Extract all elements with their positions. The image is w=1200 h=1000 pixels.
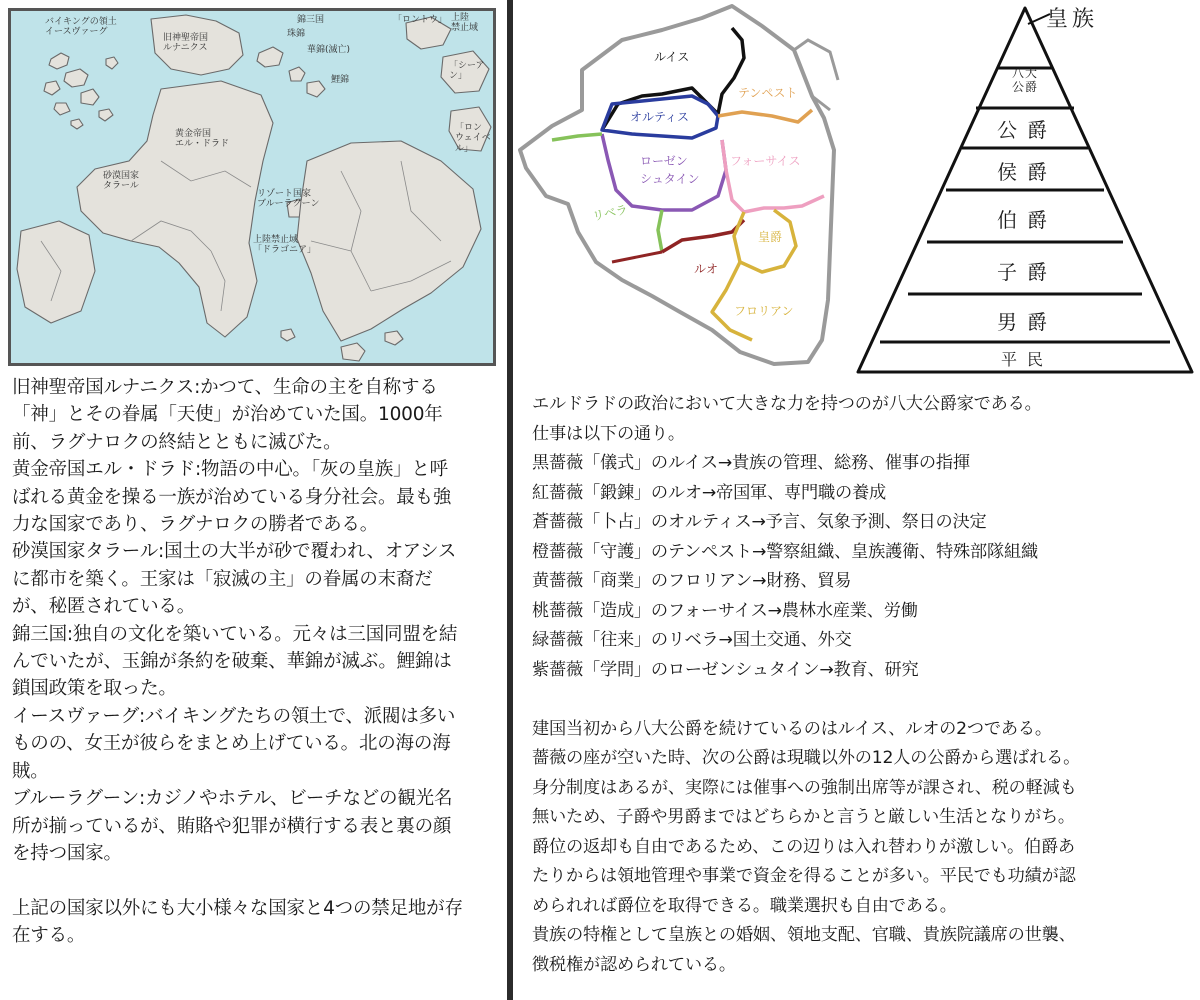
island-nishiki [257, 47, 283, 67]
text-line: 薔薇の座が空いた時、次の公爵は現職以外の12人の公爵から選ばれる。 [532, 748, 1081, 768]
text-line: 在する。 [12, 925, 86, 947]
text-line: エルドラドの政治において大きな力を持つのが八大公爵家である。 [532, 394, 1042, 414]
map-label-dragonia: 上陸禁止域 「ドラゴニア」 [253, 235, 317, 256]
text-line: ブルーラグーン:カジノやホテル、ビーチなどの観光名 [12, 788, 453, 810]
map-label-shean: 「シーアン」 [449, 61, 485, 82]
island [44, 81, 60, 95]
text-line: 蒼薔薇「卜占」のオルティス→予言、気象予測、祭日の決定 [532, 512, 987, 532]
territory-label-imperial: 皇爵 [758, 230, 783, 244]
text-line: 錦三国:独自の文化を築いている。元々は三国同盟を結 [12, 623, 458, 645]
rank-commoner: 平民 [1000, 350, 1053, 369]
territory-label-ortis: オルティス [630, 110, 690, 124]
island [99, 109, 113, 121]
island [49, 53, 69, 69]
text-line: 貴族の特権として皇族との婚姻、領地支配、官職、貴族院議席の世襲、 [532, 925, 1076, 945]
territory-label-forsythe: フォーサイス [730, 154, 801, 168]
text-line: 賊。 [12, 760, 49, 782]
text-line: 上記の国家以外にも大小様々な国家と4つの禁足地が存 [12, 897, 463, 919]
map-label-talar: 砂漠国家 タラール [103, 171, 140, 192]
text-line: 力な国家であり、ラグナロクの勝者である。 [12, 514, 379, 536]
pyramid-top-label: 皇族 [1046, 7, 1099, 32]
text-line: たりからは領地管理や事業で資金を得ることが多い。平民でも功績が認 [532, 866, 1076, 886]
island-west [17, 221, 95, 323]
rank-count: 伯爵 [997, 208, 1057, 232]
text-line: 仕事は以下の通り。 [532, 423, 685, 444]
territory-label-luo: ルオ [694, 262, 719, 276]
map-label-eldorad: 黄金帝国 エル・ドラド [175, 129, 230, 150]
text-line: 爵位の返却も自由であるため、この辺りは入れ替わりが激しい。伯爵あ [532, 836, 1075, 857]
text-line: 前、ラグナロクの終結とともに滅びた。 [12, 431, 342, 453]
text-line: 建国当初から八大公爵を続けているのはルイス、ルオの2つである。 [532, 718, 1052, 739]
island [341, 343, 365, 361]
map-label-tamanishiki: 珠錦 [287, 29, 306, 39]
text-line: 砂漠国家タラール:国土の大半が砂で覆われ、オアシス [12, 541, 457, 563]
border-luo [662, 220, 744, 252]
text-line: に都市を築く。王家は「寂滅の主」の眷属の末裔だ [12, 568, 433, 590]
text-line: 紅薔薇「鍛錬」のルオ→帝国軍、専門職の養成 [532, 482, 886, 503]
map-label-ronweibel: 「ロン ウェイベル」 [455, 123, 491, 154]
map-label-kanishiki: 華錦(滅亡) [307, 45, 351, 55]
text-line: 緑薔薇「往来」のリベラ→国土交通、外交 [532, 630, 852, 650]
text-line: 桃薔薇「造成」のフォーサイス→農林水産業、労働 [532, 600, 918, 621]
map-label-bluelagoon: リゾート国家 ブルーラグーン [257, 189, 320, 210]
territory-label-louis: ルイス [654, 50, 690, 64]
territory-label-florian: フロリアン [734, 304, 794, 318]
text-line: 所が揃っているが、賄賂や犯罪が横行する表と裏の顔 [12, 815, 452, 837]
island-nishiki [289, 67, 305, 81]
text-line: 橙薔薇「守護」のテンペスト→警察組織、皇族護衛、特殊部隊組織 [532, 541, 1038, 562]
map-label-rinishiki: 鯉錦 [331, 75, 350, 85]
text-line: イースヴァーグ:バイキングたちの領土で、派閥は多い [12, 705, 456, 727]
country-descriptions [12, 374, 502, 950]
blank-line [12, 867, 502, 894]
island [71, 119, 83, 129]
text-line: 旧神聖帝国ルナニクス:かつて、生命の主を自称する [12, 377, 438, 398]
island [81, 89, 99, 105]
text-line: を持つ国家。 [12, 842, 122, 864]
rank-duke: 公爵 [997, 118, 1057, 142]
map-label-landing-forbidden: 上陸 禁止域 [451, 13, 479, 34]
rank-eight-dukes: 八大 公爵 [1011, 66, 1038, 95]
island [385, 331, 403, 345]
rank-marquis: 侯爵 [997, 160, 1057, 184]
text-line: ものの、女王が彼らをまとめ上げている。北の海の海 [12, 733, 451, 755]
map-label-iseuvarg: バイキングの領土 イースヴァーグ [45, 17, 117, 38]
continent-east [297, 141, 481, 341]
nobility-description [532, 390, 1172, 980]
text-line: んでいたが、玉錦が条約を破棄、華錦が滅ぶ。鯉錦は [12, 651, 452, 673]
border-forsythe [722, 140, 824, 212]
map-label-lunanix: 旧神聖帝国 ルナニクス [163, 33, 209, 54]
rank-baron: 男爵 [997, 310, 1057, 334]
island-nishiki [307, 81, 325, 97]
territory-map [512, 0, 842, 380]
text-line: ばれる黄金を操る一族が治めている身分社会。最も強 [12, 486, 452, 508]
territory-label-tempest: テンペスト [738, 86, 798, 100]
island [54, 103, 70, 115]
text-line: 「神」とその眷属「天使」が治めていた国。1000年 [12, 404, 443, 426]
island [64, 69, 88, 87]
rank-viscount: 子爵 [997, 260, 1057, 284]
text-line: 黒薔薇「儀式」のルイス→貴族の管理、総務、催事の指揮 [532, 453, 970, 473]
text-line: 黄金帝国エル・ドラド:物語の中心。「灰の皇族」と呼 [12, 459, 448, 481]
text-line: 無いため、子爵や男爵まではどちらかと言うと厳しい生活となりがち。 [532, 807, 1075, 827]
island [281, 329, 295, 341]
map-label-nishiki: 錦三国 [297, 15, 325, 25]
text-line: 身分制度はあるが、実際には催事への強制出席等が課され、税の軽減も [532, 777, 1077, 798]
text-line: が、秘匿されている。 [12, 596, 196, 618]
text-line: 紫薔薇「学問」のローゼンシュタイン→教育、研究 [532, 659, 919, 680]
world-map-landmasses [11, 11, 496, 366]
territory-label-rosenstein: ローゼン シュタイン [640, 154, 700, 186]
blank-line [532, 685, 1172, 715]
text-line: 鎖国政策を取った。 [12, 678, 177, 700]
text-line: められれば爵位を取得できる。職業選択も自由である。 [532, 895, 957, 916]
island [106, 57, 118, 69]
text-line: 徴税権が認められている。 [532, 954, 736, 975]
territory-label-ribera: リベラ [591, 202, 629, 224]
rank-pyramid [850, 0, 1200, 380]
text-line: 黄薔薇「商業」のフロリアン→財務、貿易 [532, 571, 852, 591]
border-tempest [718, 110, 812, 122]
border-ribera [552, 134, 602, 140]
map-label-rontoh: 「ロントウ」 [393, 15, 448, 25]
world-map [8, 8, 496, 366]
